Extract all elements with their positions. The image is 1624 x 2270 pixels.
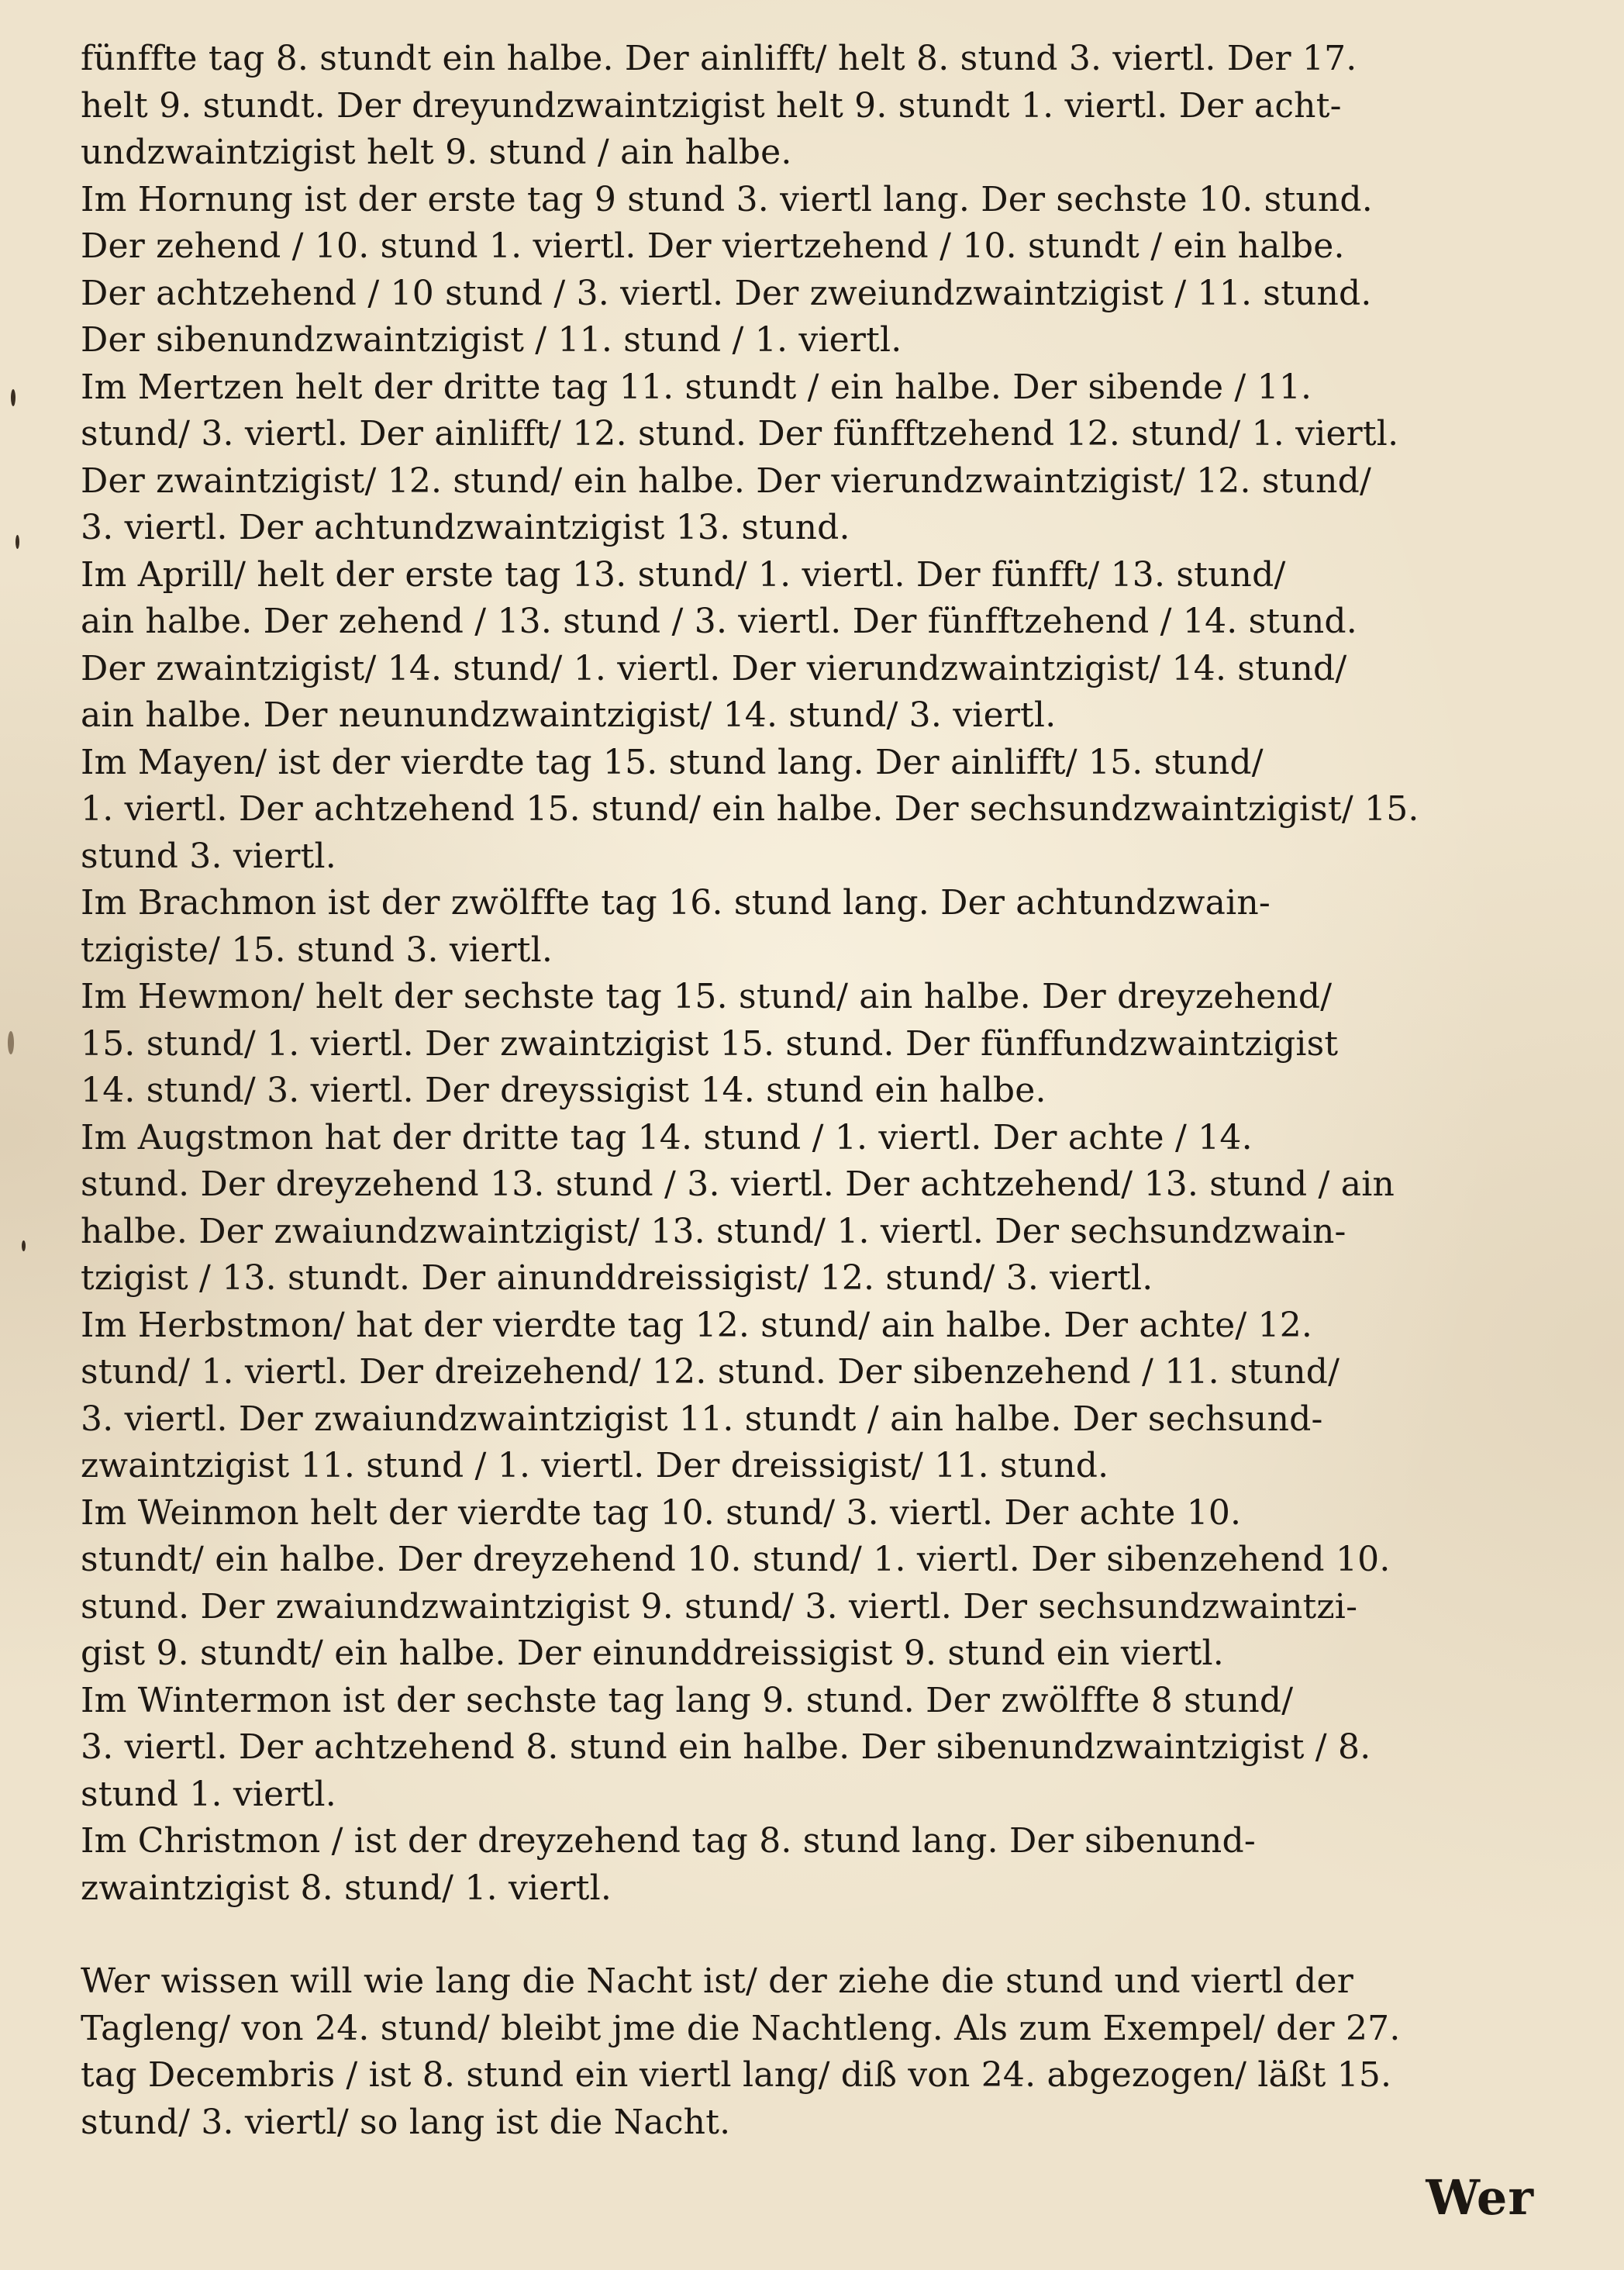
text-line: Der zwaintzigist/ 14. stund/ 1. viertl. Der vierundzwaintzigist/ 14. stund/ [81,648,1347,688]
text-line: 3. viertl. Der achtzehend 8. stund ein halbe. Der sibenundzwaintzigist / 8. [81,1727,1371,1767]
text-line: 3. viertl. Der zwaiundzwaintzigist 11. stundt / ain halbe. Der sechsund- [81,1399,1323,1439]
night-length-paragraph [81,1958,1553,2146]
main-text-block [81,36,1553,2146]
text-line: Der achtzehend / 10 stund / 3. viertl. Der zweiundzwaintzigist / 11. stund. [81,273,1372,313]
text-line: 1. viertl. Der achtzehend 15. stund/ ein halbe. Der sechsundzwaintzigist/ 15. [81,789,1419,829]
text-line: stund. Der zwaiundzwaintzigist 9. stund/ 3. viertl. Der sechsundzwaintzi- [81,1586,1358,1627]
margin-mark [8,1031,14,1054]
text-line: Im Aprill/ helt der erste tag 13. stund/ 1. viertl. Der fünfft/ 13. stund/ [81,554,1286,595]
text-line: Im Brachmon ist der zwölffte tag 16. stund lang. Der achtundzwain- [81,883,1271,923]
text-line: helt 9. stundt. Der dreyundzwaintzigist helt 9. stundt 1. viertl. Der acht- [81,85,1342,126]
paragraph-gap [81,1912,1553,1958]
text-line: stund. Der dreyzehend 13. stund / 3. viertl. Der achtzehend/ 13. stund / ain [81,1164,1395,1204]
text-line: Im Wintermon ist der sechste tag lang 9. stund. Der zwölffte 8 stund/ [81,1680,1294,1720]
text-line: Im Mayen/ ist der vierdte tag 15. stund lang. Der ainlifft/ 15. stund/ [81,742,1264,782]
text-line: Im Christmon / ist der dreyzehend tag 8. stund lang. Der sibenund- [81,1821,1256,1861]
margin-mark [11,389,16,406]
text-line: stund/ 3. viertl/ so lang ist die Nacht. [81,2102,731,2142]
text-line: 14. stund/ 3. viertl. Der dreyssigist 14. stund ein halbe. [81,1071,1046,1110]
text-line: 15. stund/ 1. viertl. Der zwaintzigist 15. stund. Der fünffundzwaintzigist [81,1023,1339,1064]
text-line: ain halbe. Der neunundzwaintzigist/ 14. stund/ 3. viertl. [81,695,1057,735]
text-line: zwaintzigist 8. stund/ 1. viertl. [81,1868,612,1908]
text-line: Im Augstmon hat der dritte tag 14. stund / 1. viertl. Der achte / 14. [81,1117,1253,1157]
text-line: tzigiste/ 15. stund 3. viertl. [81,930,553,970]
text-line: stund 3. viertl. [81,836,336,876]
text-line: 3. viertl. Der achtundzwaintzigist 13. stund. [81,508,850,547]
text-line: Tagleng/ von 24. stund/ bleibt jme die Nachtleng. Als zum Exempel/ der 27. [81,2008,1401,2048]
margin-mark [22,1240,26,1251]
text-line: tag Decembris / ist 8. stund ein viertl lang/ diß von 24. abgezogen/ läßt 15. [81,2055,1392,2095]
text-line: Im Hornung ist der erste tag 9 stund 3. viertl lang. Der sechste 10. stund. [81,179,1373,219]
text-line: stund/ 1. viertl. Der dreizehend/ 12. stund. Der sibenzehend / 11. stund/ [81,1352,1340,1392]
text-line: Im Herbstmon/ hat der vierdte tag 12. stund/ ain halbe. Der achte/ 12. [81,1305,1313,1345]
text-line: Im Hewmon/ helt der sechste tag 15. stund/ ain halbe. Der dreyzehend/ [81,977,1333,1016]
text-line: ain halbe. Der zehend / 13. stund / 3. viertl. Der fünfftzehend / 14. stund. [81,602,1357,641]
text-line: stundt/ ein halbe. Der dreyzehend 10. stund/ 1. viertl. Der sibenzehend 10. [81,1540,1391,1579]
margin-mark [16,535,19,549]
text-line: Der sibenundzwaintzigist / 11. stund / 1. viertl. [81,320,902,360]
text-line: undzwaintzigist helt 9. stund / ain halbe. [81,133,792,172]
text-line: Im Mertzen helt der dritte tag 11. stundt / ein halbe. Der sibende / 11. [81,367,1312,407]
text-line: halbe. Der zwaiundzwaintzigist/ 13. stund/ 1. viertl. Der sechsundzwain- [81,1211,1346,1251]
text-line: stund/ 3. viertl. Der ainlifft/ 12. stund. Der fünfftzehend 12. stund/ 1. viertl. [81,414,1399,454]
text-line: Der zwaintzigist/ 12. stund/ ein halbe. Der vierundzwaintzigist/ 12. stund/ [81,461,1371,501]
day-length-paragraphs [81,36,1553,1912]
text-line: zwaintzigist 11. stund / 1. viertl. Der dreissigist/ 11. stund. [81,1446,1109,1485]
text-line: tzigist / 13. stundt. Der ainunddreissigist/ 12. stund/ 3. viertl. [81,1258,1153,1298]
text-line: fünffte tag 8. stundt ein halbe. Der ainlifft/ helt 8. stund 3. viertl. Der 17. [81,39,1357,78]
text-line: Wer wissen will wie lang die Nacht ist/ der ziehe die stund und viertl der [81,1961,1354,2001]
text-line: Der zehend / 10. stund 1. viertl. Der viertzehend / 10. stundt / ein halbe. [81,226,1345,266]
text-line: stund 1. viertl. [81,1774,336,1814]
text-line: Im Weinmon helt der vierdte tag 10. stund/ 3. viertl. Der achte 10. [81,1492,1242,1533]
catchword: Wer [1426,2169,1534,2226]
text-line: gist 9. stundt/ ein halbe. Der einunddreissigist 9. stund ein viertl. [81,1634,1224,1673]
